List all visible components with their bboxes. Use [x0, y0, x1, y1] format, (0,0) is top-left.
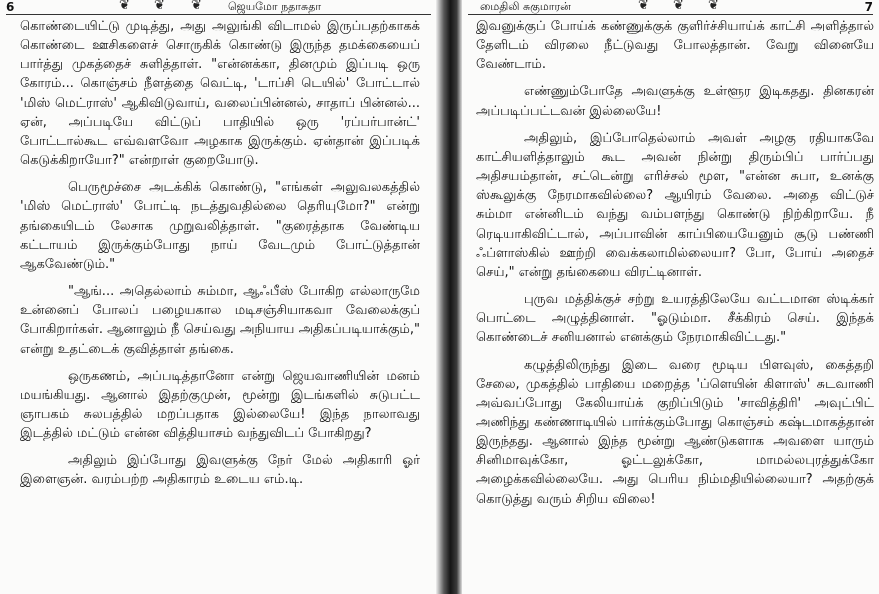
right-page-body: [476, 17, 874, 509]
left-page-number: 6: [6, 0, 15, 14]
floral-ornament-icon: ❦: [638, 0, 649, 13]
left-page-body: [20, 17, 420, 490]
floral-ornament-icon: ❦: [154, 0, 165, 13]
paragraph: புருவ மத்திக்குச் சற்று உயரத்திலேயே வட்டமான ஸ்டிக்கர் பொட்டை அழுத்தினாள். "ஓடும்மா. சீக்கிரம் செய். இந்தக் கொண்டைச் சனியனால் எனக்கும் நேரமாகிவிட்டது.": [476, 292, 874, 346]
paragraph: அதிலும், இப்போதெல்லாம் அவள் அழகு ரதியாகவே காட்சியளித்தாலும் கூட அவன் நின்று திரும்பிப் பார்ப்பது அதிசயம்தான், சட்டென்று எரிச்சல் மூள, "என்ன சுபா, உனக்கு ஸ்கூலுக்கு நேரமாகவில்லை? ஆயிரம் வேலை. அதை விட்டுச் சும்மா என்னிடம் வந்து வம்பளந்து கொண்டு நிற்கிறாயே. நீ ரெடியாகிவிட்டால், அப்பாவின் காப்பியையேனும் சூடு பண்ணி ஃப்ளாஸ்கில் ஊற்றி வைக்கலாமில்லையா? போ, போய் அதைச் செய்," என்று தங்கையை விரட்டினாள்.: [476, 130, 874, 280]
floral-ornament-icon: ❦: [191, 0, 202, 13]
left-header-rule: [6, 14, 431, 15]
paragraph: எண்ணும்போதே அவளுக்கு உள்ளூர இடிகதது. தினகரன் அப்படிப்பட்டவன் இல்லையே!: [476, 84, 874, 119]
book-gutter: [436, 0, 462, 594]
floral-ornament-icon: ❦: [708, 0, 719, 13]
paragraph: கொண்டையிட்டு முடித்து, அது அலுங்கி விடாமல் இருப்பதற்காகக் கொண்டை ஊசிகளைச் சொருகிக் கொண்டு இருந்த தமக்கையைப் பார்த்து முகத்தைச் சுளித்தாள். "என்னக்கா, தினமும் இப்படி ஒரு கோரம்... கொஞ்சம் நீளத்தை வெட்டி, 'டாப்சி டெயில்' போட்டால் 'மிஸ் மெட்ராஸ்' ஆகிவிடுவாய், வலைப்பின்னல், சாதாப் பின்னல்... ஏன், அப்படியே விட்டுப் பாதியில் ஒரு 'ரப்பர்பான்ட்' போட்டால்கூட எவ்வளவோ அழகாக இருக்கும். ஏன்தான் இப்படிக் கெடுக்கிறாயோ?" என்றாள் குறையோடு.: [20, 19, 420, 169]
paragraph: ஒருகணம், அப்படித்தானோ என்று ஜெயவாணியின் மனம் மயங்கியது. ஆனால் இதற்குமுன், மூன்று இடங்களில் சுடுபட்ட ஞாபகம் சுலபத்தில் மறப்பதாக இல்லையே! இந்த நாலாவது இடத்தில் மட்டும் என்ன வித்தியாசம் வந்துவிடப் போகிறது?: [20, 368, 420, 442]
right-page-header: [468, 0, 873, 14]
floral-ornament-icon: ❦: [673, 0, 684, 13]
left-page: [0, 0, 436, 594]
paragraph: இவனுக்குப் போய்க் கண்ணுக்குக் குளிர்ச்சியாய்க் காட்சி அளித்தால் தேளிடம் விரலை நீட்டுவது போலத்தான். வேறு வினையே வேண்டாம்.: [476, 19, 874, 73]
right-page: [462, 0, 879, 594]
right-page-number: 7: [864, 0, 873, 14]
left-running-title: ஜெயமோ நதாசுதா: [228, 0, 322, 13]
paragraph: "ஆங்... அதெல்லாம் சும்மா, ஆஃபீஸ் போகிற எல்லாருமே உன்னைப் போலப் பழையகால மடிசஞ்சியாகவா வேலைக்குப் போகிறார்கள். ஆனாலும் நீ செய்வது அநியாய அதிகப்படியாக்கும்," என்று உதட்டைக் குவித்தாள் தங்கை.: [20, 284, 420, 357]
left-page-header: [6, 0, 431, 14]
paragraph: அதிலும் இப்போது இவளுக்கு நேர் மேல் அதிகாரி ஓர் இளைஞன். வரம்பற்ற அதிகாரம் உடைய எம்.டி.: [20, 453, 420, 488]
right-running-title: மைதிலி சுகுமாரன்: [480, 0, 571, 13]
right-header-rule: [468, 14, 873, 15]
paragraph: பெருமூச்சை அடக்கிக் கொண்டு, "எங்கள் அலுவலகத்தில் 'மிஸ் மெட்ராஸ்' போட்டி நடத்துவதில்லை தெரியுமோ?" என்று தங்கையிடம் லேசாக முறுவலித்தாள். "குரைத்தாக வேண்டிய கட்டாயம் இருக்கும்போது நாய் வேடமும் போட்டுத்தான் ஆகவேண்டும்.": [20, 180, 420, 272]
paragraph: கழுத்திலிருந்து இடை வரை மூடிய பிளவுஸ், கைத்தறி சேலை, முகத்தில் பாதியை மறைத்த 'ப்ளெயின் கிளாஸ்' சுடவாணி அவ்வப்போது கேலியாய்க் குறிப்பிடும் 'சாவித்திரி' அவுட்பிட் அணிந்து கண்ணாடியில் பார்க்கும்போது கொஞ்சம் கஷ்டமாகத்தான் இருந்தது. ஆனால் இந்த மூன்று ஆண்டுகளாக அவளை யாரும் சினிமாவுக்கோ, ஓட்டலுக்கோ, மாமல்லபுரத்துக்கோ அழைக்கவில்லையே. அது பெரிய நிம்மதியில்லையா? அதற்குக் கொடுத்து வரும் சிறிய விலை!: [476, 357, 874, 507]
floral-ornament-icon: ❦: [119, 0, 130, 13]
